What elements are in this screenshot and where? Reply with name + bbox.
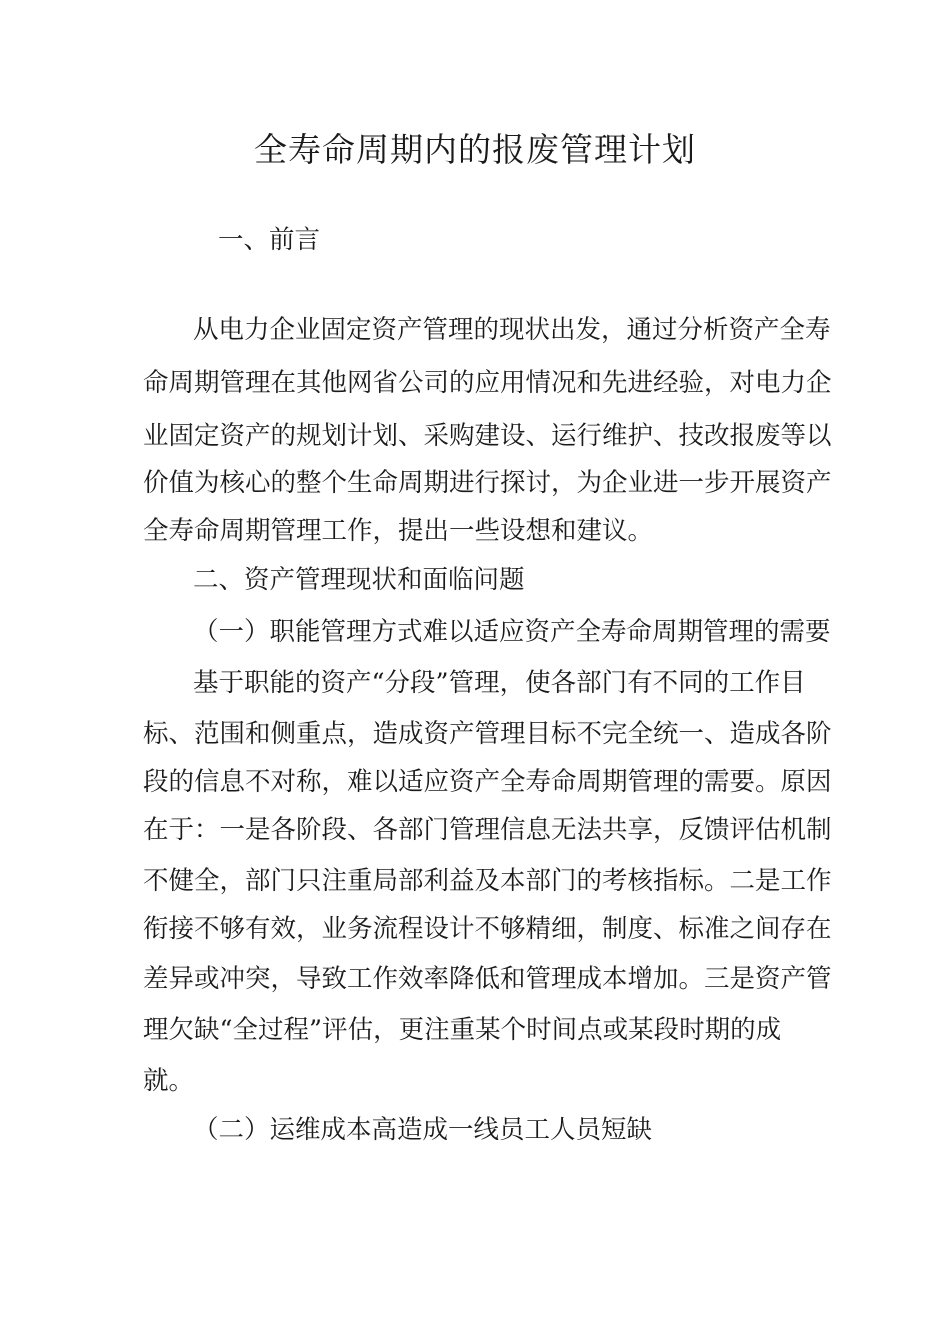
body-line: 段的信息不对称，难以适应资产全寿命周期管理的需要。原因 bbox=[143, 767, 832, 797]
intro-line: 业固定资产的规划计划、采购建设、运行维护、技改报废等以 bbox=[143, 421, 832, 451]
subheading-functional-management: （一）职能管理方式难以适应资产全寿命周期管理的需要 bbox=[193, 617, 831, 647]
intro-line: 从电力企业固定资产管理的现状出发，通过分析资产全寿 bbox=[193, 315, 831, 345]
body-line: 在于：一是各阶段、各部门管理信息无法共享，反馈评估机制 bbox=[143, 815, 832, 845]
intro-line: 全寿命周期管理工作，提出一些设想和建议。 bbox=[143, 516, 654, 546]
section-heading-status: 二、资产管理现状和面临问题 bbox=[193, 565, 525, 595]
body-line: 衔接不够有效，业务流程设计不够精细，制度、标准之间存在 bbox=[143, 914, 832, 944]
body-line: 不健全，部门只注重局部利益及本部门的考核指标。二是工作 bbox=[143, 866, 832, 896]
document-title: 全寿命周期内的报废管理计划 bbox=[254, 130, 696, 169]
body-line: 理欠缺“全过程”评估，更注重某个时间点或某段时期的成 bbox=[143, 1015, 782, 1045]
intro-line: 命周期管理在其他网省公司的应用情况和先进经验，对电力企 bbox=[143, 368, 832, 398]
body-line: 差异或冲突，导致工作效率降低和管理成本增加。三是资产管 bbox=[143, 964, 832, 994]
subheading-maintenance-cost: （二）运维成本高造成一线员工人员短缺 bbox=[193, 1115, 653, 1145]
intro-line: 价值为核心的整个生命周期进行探讨，为企业进一步开展资产 bbox=[143, 468, 832, 498]
body-line: 基于职能的资产“分段”管理，使各部门有不同的工作目 bbox=[193, 668, 806, 698]
section-heading-preface: 一、前言 bbox=[218, 225, 321, 255]
body-line: 标、范围和侧重点，造成资产管理目标不完全统一、造成各阶 bbox=[143, 719, 832, 749]
body-line: 就。 bbox=[143, 1066, 195, 1096]
